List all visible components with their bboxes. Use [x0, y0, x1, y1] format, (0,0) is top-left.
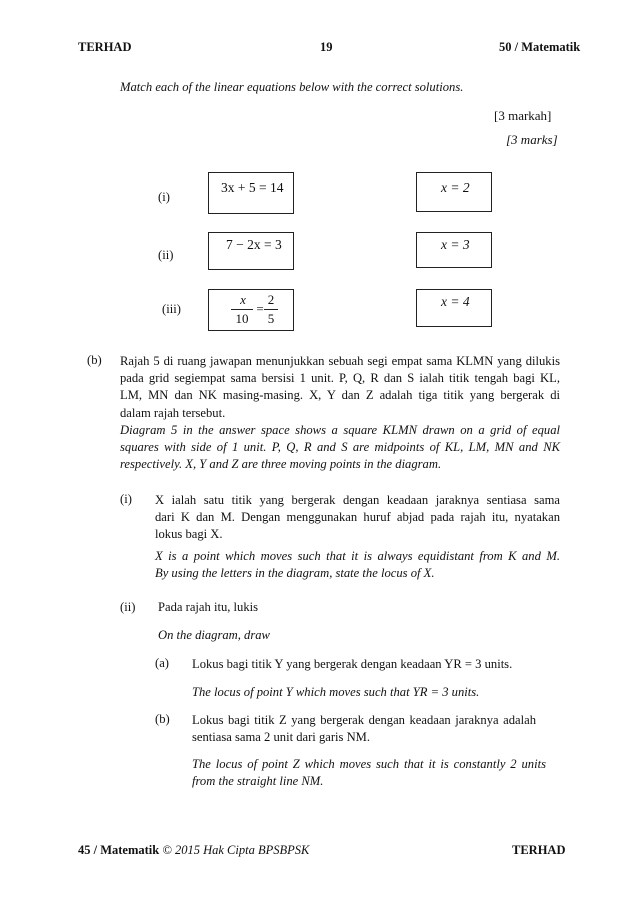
- item-b-label: (b): [155, 712, 170, 726]
- sub-i-english: [155, 548, 560, 582]
- solution-text-3: x = 4: [441, 294, 470, 309]
- header-right: 50 / Matematik: [499, 40, 581, 54]
- sub-i-malay-line: X ialah satu titik yang bergerak dengan keadaan jaraknya sentiasa sama: [155, 493, 560, 507]
- part-b-malay-line: Rajah 5 di ruang jawapan menunjukkan sebuah segi empat sama KLMN yang dilukis: [120, 354, 560, 368]
- part-b-malay-line: pada grid segiempat sama bersisi 1 unit. P, Q, R dan S ialah titik tengah bagi KL,: [120, 371, 560, 386]
- fraction-right-denominator: 5: [267, 311, 275, 326]
- part-b-english-line: squares with side of 1 unit. P, Q, R and S are midpoints of KL, LM, MN and NK: [120, 440, 560, 455]
- item-a-english: [192, 684, 560, 701]
- item-a-english-line: The locus of point Y which moves such that YR = 3 units.: [192, 685, 480, 699]
- solution-text-2: x = 3: [441, 237, 470, 252]
- marks-english: [3 marks]: [506, 132, 558, 147]
- item-a-malay: [192, 656, 560, 673]
- marks-malay: [3 markah]: [494, 108, 552, 123]
- item-a-malay-line: Lokus bagi titik Y yang bergerak dengan keadaan YR = 3 units.: [192, 657, 513, 671]
- part-b-english-line: Diagram 5 in the answer space shows a square KLMN drawn on a grid of equal: [120, 423, 560, 437]
- part-b-english: [120, 422, 560, 474]
- header-left: TERHAD: [78, 40, 132, 54]
- item-b-english: [192, 756, 546, 790]
- page-number: 19: [320, 40, 333, 54]
- fraction-right-bar: [264, 309, 278, 310]
- solution-box-2[interactable]: [416, 232, 492, 268]
- equation-label-i: (i): [158, 190, 170, 204]
- part-b-malay-line: LM, MN dan NK masing-masing. X, Y dan Z adalah tiga titik yang bergerak di: [120, 388, 560, 403]
- equation-box-ii[interactable]: [208, 232, 294, 270]
- solution-text-1: x = 2: [441, 180, 470, 195]
- sub-i-malay: [155, 492, 560, 544]
- equation-label-ii: (ii): [158, 248, 174, 262]
- sub-i-english-line: X is a point which moves such that it is always equidistant from K and M.: [155, 549, 560, 563]
- footer-left-bold: 45 / Matematik: [78, 843, 160, 857]
- item-b-malay-line: Lokus bagi titik Z yang bergerak dengan keadaan jaraknya adalah: [192, 713, 536, 727]
- sub-ii-english: On the diagram, draw: [158, 628, 270, 642]
- sub-ii-malay: Pada rajah itu, lukis: [158, 600, 259, 614]
- equation-text-ii: 7 − 2x = 3: [226, 237, 282, 252]
- part-b-label: (b): [87, 353, 102, 367]
- part-b-malay: [120, 353, 560, 422]
- sub-i-malay-line: dari K dan M. Dengan menggunakan huruf abjad pada rajah itu, nyatakan: [155, 510, 560, 525]
- sub-i-english-line: By using the letters in the diagram, state the locus of X.: [155, 566, 435, 581]
- part-b-english-line: respectively. X, Y and Z are three moving points in the diagram.: [120, 457, 442, 472]
- fraction-left-bar: [231, 309, 253, 310]
- item-a-label: (a): [155, 656, 169, 670]
- equation-label-iii: (iii): [162, 302, 181, 316]
- equation-box-iii[interactable]: [208, 289, 294, 331]
- sub-ii-label: (ii): [120, 600, 136, 614]
- sub-i-label: (i): [120, 492, 132, 506]
- fraction-left-denominator: 10: [235, 311, 249, 326]
- item-b-english-line: The locus of point Z which moves such that it is constantly 2 units: [192, 757, 546, 771]
- footer-left: [78, 843, 309, 858]
- fraction-right-numerator: 2: [267, 292, 275, 307]
- instruction: Match each of the linear equations below with the correct solutions.: [120, 80, 464, 94]
- solution-box-1[interactable]: [416, 172, 492, 212]
- item-b-english-line: from the straight line NM.: [192, 774, 324, 789]
- fraction-equals: =: [256, 301, 264, 316]
- item-b-malay-line: sentiasa sama 2 unit dari garis NM.: [192, 730, 371, 745]
- fraction-left-numerator: x: [240, 292, 246, 307]
- part-b-malay-line: dalam rajah tersebut.: [120, 405, 226, 420]
- equation-box-i[interactable]: [208, 172, 294, 214]
- item-b-malay: [192, 712, 536, 746]
- solution-box-3[interactable]: [416, 289, 492, 327]
- footer-copyright: © 2015 Hak Cipta BPSBPSK: [162, 843, 310, 857]
- sub-i-malay-line: lokus bagi X.: [155, 527, 223, 542]
- footer-right: TERHAD: [512, 843, 566, 857]
- equation-text-i: 3x + 5 = 14: [221, 180, 284, 195]
